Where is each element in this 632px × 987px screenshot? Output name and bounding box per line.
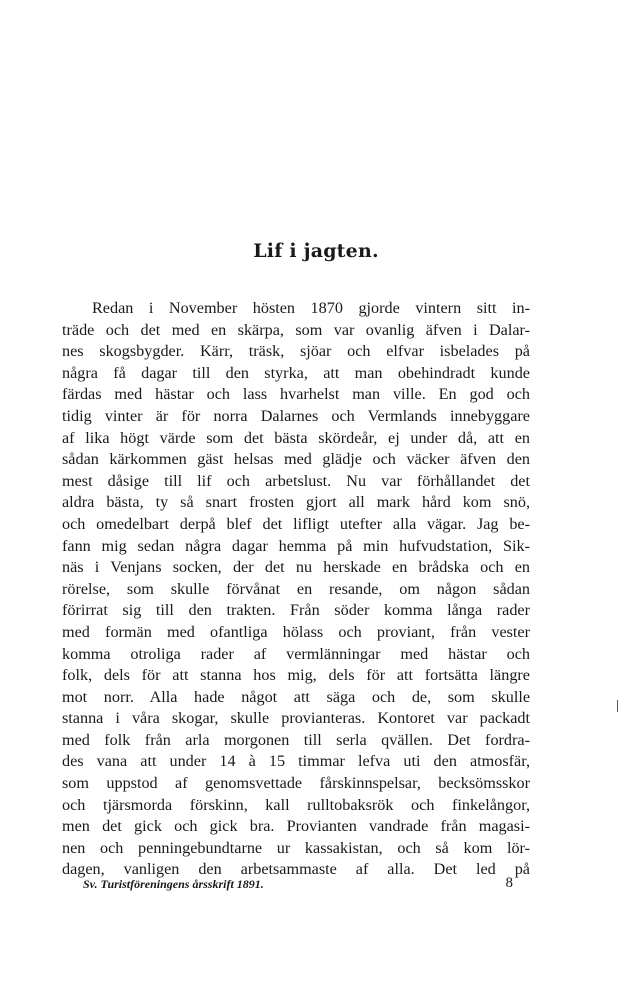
text-line: mot norr. Alla hade något att säga och de, som skulle [62, 687, 530, 706]
text-line: tidig vinter är för norra Dalarnes och Vermlands innebyggare [62, 406, 530, 425]
text-line: nes skogsbygder. Kärr, träsk, sjöar och elfvar isbelades på [62, 342, 530, 361]
text-line: stanna i våra skogar, skulle provianteras. Kontoret var packadt [62, 709, 530, 728]
text-line: några få dagar till den styrka, att man obehindradt kunde [62, 363, 530, 382]
text-line: rörelse, som skulle förvånat en resande, om någon sådan [62, 579, 530, 598]
body-paragraph [62, 298, 530, 881]
text-line: aldra bästa, ty så snart frosten gjort all mark hård kom snö, [62, 493, 530, 512]
text-line: komma otroliga rader af vermlänningar med hästar och [62, 644, 530, 663]
text-line: sådan kärkommen gäst helsas med glädje och väcker äfven den [62, 450, 530, 469]
text-line: och omedelbart derpå blef det lifligt utefter alla vägar. Jag be- [62, 514, 530, 533]
text-line: Redan i November hösten 1870 gjorde vintern sitt in- [92, 299, 530, 317]
text-line: som uppstod af genomsvettade fårskinnspelsar, becksömsskor [62, 774, 530, 793]
text-line: med folk från arla morgonen till serla qvällen. Det fordra- [62, 730, 530, 749]
text-line: dagen, vanligen den arbetsammaste af alla. Det led på [62, 860, 530, 879]
chapter-title: Lif i jagten. [253, 240, 379, 262]
signature-mark: 8 [505, 875, 513, 891]
text-line: färdas med hästar och lass hvarhelst man ville. En god och [62, 385, 530, 404]
footer-source: Sv. Turistföreningens årsskrift 1891. [83, 877, 264, 891]
text-line: nen och penningebundtarne ur kassakistan, och så kom lör- [62, 838, 530, 857]
text-line: träde och det med en skärpa, som var ovanlig äfven i Dalar- [62, 320, 530, 339]
text-line: och tjärsmorda förskinn, kall rulltobaksrök och finkelångor, [62, 795, 530, 814]
text-line: af lika högt värde som det bästa skördeår, ej under då, att en [62, 428, 530, 447]
text-line: näs i Venjans socken, der det nu herskade en brådska och en [62, 558, 530, 577]
text-line: men det gick och gick bra. Provianten vandrade från magasi- [62, 817, 530, 836]
text-line: fann mig sedan några dagar hemma på min hufvudstation, Sik- [62, 536, 530, 555]
text-line: des vana att under 14 à 15 timmar lefva uti den atmosfär, [62, 752, 530, 771]
margin-mark [617, 700, 618, 712]
text-line: folk, dels för att stanna hos mig, dels för att fortsätta längre [62, 666, 530, 685]
text-line: mest dåsige till lif och arbetslust. Nu var förhållandet det [62, 471, 530, 490]
text-line: med formän med ofantliga hölass och proviant, från vester [62, 622, 530, 641]
text-line: förirrat sig till den trakten. Från söder komma långa rader [62, 601, 530, 620]
